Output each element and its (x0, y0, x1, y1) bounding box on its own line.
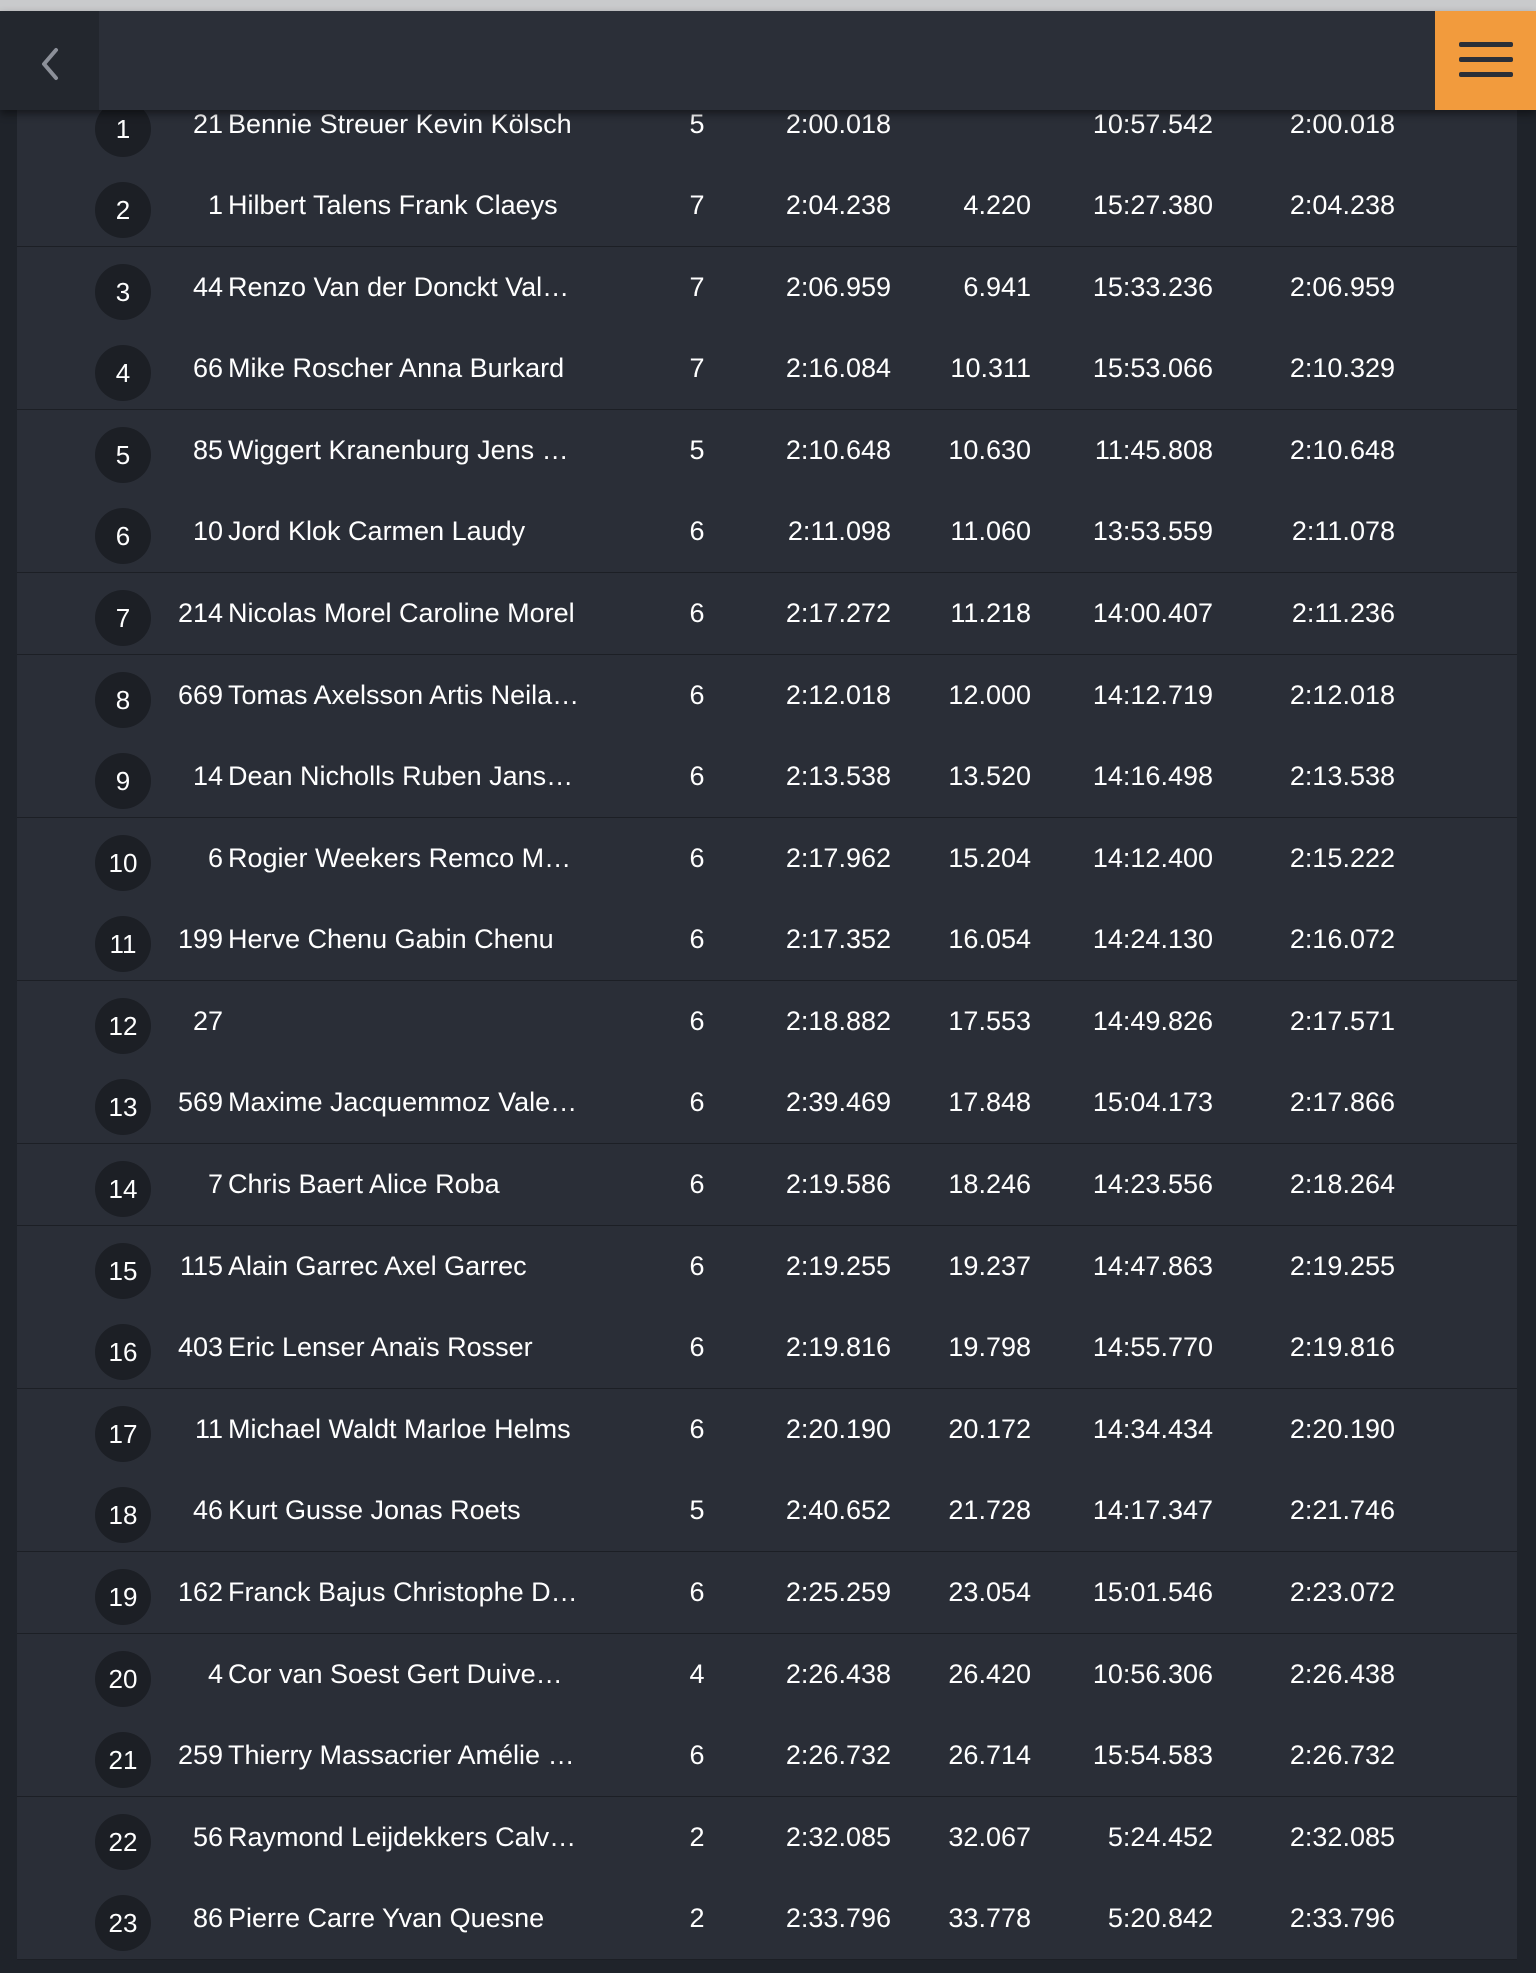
position-badge: 12 (95, 998, 151, 1054)
last-lap-time: 2:33.796 (1289, 1903, 1395, 1933)
gap-time: 6.941 (963, 272, 1031, 302)
table-row[interactable] (17, 736, 1517, 818)
best-lap-time: 2:11.098 (787, 516, 891, 546)
last-lap-time: 2:13.538 (1289, 761, 1395, 791)
driver-names: Michael Waldt Marloe Helms (228, 1414, 571, 1444)
gap-time: 11.218 (950, 598, 1031, 628)
total-time: 10:56.306 (1092, 1659, 1213, 1689)
best-lap-time: 2:33.796 (785, 1903, 891, 1933)
best-lap-time: 2:32.085 (785, 1822, 891, 1852)
results-table (17, 110, 1517, 1973)
gap-time: 26.714 (948, 1740, 1031, 1770)
total-time: 15:01.546 (1092, 1577, 1213, 1607)
table-row[interactable] (17, 573, 1517, 655)
driver-names: Herve Chenu Gabin Chenu (228, 924, 554, 954)
gap-time: 18.246 (948, 1169, 1031, 1199)
gap-time: 16.054 (948, 924, 1031, 954)
gap-time: 33.778 (948, 1903, 1031, 1933)
driver-names: Maxime Jacquemmoz Vale… (228, 1087, 578, 1117)
total-time: 14:49.826 (1092, 1006, 1213, 1036)
best-lap-time: 2:13.538 (785, 761, 891, 791)
position-badge: 7 (95, 590, 151, 646)
gap-time: 19.798 (948, 1332, 1031, 1362)
best-lap-time: 2:10.648 (785, 435, 891, 465)
position-badge: 1 (95, 110, 151, 157)
race-number: 4 (207, 1659, 223, 1689)
last-lap-time: 2:11.078 (1291, 516, 1395, 546)
total-time: 5:20.842 (1107, 1903, 1213, 1933)
laps-count: 4 (689, 1659, 705, 1689)
race-number: 569 (177, 1087, 223, 1117)
best-lap-time: 2:25.259 (785, 1577, 891, 1607)
last-lap-time: 2:10.648 (1289, 435, 1395, 465)
gap-time: 17.553 (948, 1006, 1031, 1036)
laps-count: 6 (689, 843, 705, 873)
laps-count: 6 (689, 1332, 705, 1362)
table-row[interactable] (17, 328, 1517, 410)
gap-time: 12.000 (948, 680, 1031, 710)
browser-top-strip (0, 0, 1536, 11)
last-lap-time: 2:12.018 (1289, 680, 1395, 710)
driver-names: Jord Klok Carmen Laudy (228, 516, 526, 546)
position-badge: 10 (95, 835, 151, 891)
position-badge: 13 (95, 1079, 151, 1135)
race-number: 6 (207, 843, 223, 873)
table-row[interactable] (17, 1878, 1517, 1960)
position-badge: 5 (95, 427, 151, 483)
last-lap-time: 2:26.438 (1289, 1659, 1395, 1689)
race-number: 21 (192, 110, 223, 139)
last-lap-time: 2:10.329 (1289, 353, 1395, 383)
driver-names: Nicolas Morel Caroline Morel (228, 598, 575, 628)
total-time: 13:53.559 (1092, 516, 1213, 546)
total-time: 15:27.380 (1092, 190, 1213, 220)
race-number: 259 (177, 1740, 223, 1770)
total-time: 14:34.434 (1092, 1414, 1213, 1444)
race-number: 115 (179, 1251, 223, 1281)
total-time: 14:16.498 (1092, 761, 1213, 791)
best-lap-time: 2:19.586 (785, 1169, 891, 1199)
laps-count: 6 (689, 924, 705, 954)
best-lap-time: 2:06.959 (785, 272, 891, 302)
race-number: 162 (177, 1577, 223, 1607)
driver-names: Pierre Carre Yvan Quesne (228, 1903, 545, 1933)
table-row[interactable] (17, 1307, 1517, 1389)
race-number: 214 (177, 598, 223, 628)
race-number: 86 (192, 1903, 223, 1933)
race-number: 66 (192, 353, 223, 383)
best-lap-time: 2:19.816 (785, 1332, 891, 1362)
driver-names: Renzo Van der Donckt Val… (228, 272, 570, 302)
race-number: 44 (192, 272, 223, 302)
total-time: 14:47.863 (1092, 1251, 1213, 1281)
driver-names: Wiggert Kranenburg Jens … (228, 435, 569, 465)
table-row[interactable] (17, 1470, 1517, 1552)
hamburger-menu-icon (1458, 38, 1514, 82)
laps-count: 6 (689, 1740, 705, 1770)
table-row[interactable] (17, 1797, 1517, 1879)
total-time: 14:12.719 (1092, 680, 1213, 710)
best-lap-time: 2:19.255 (785, 1251, 891, 1281)
race-number: 669 (177, 680, 223, 710)
laps-count: 5 (689, 1495, 705, 1525)
laps-count: 6 (689, 761, 705, 791)
last-lap-time: 2:00.018 (1289, 110, 1395, 139)
driver-names (228, 981, 613, 1062)
driver-names: Thierry Massacrier Amélie … (228, 1740, 575, 1770)
total-time: 14:24.130 (1092, 924, 1213, 954)
laps-count: 2 (689, 1903, 705, 1933)
race-number: 7 (207, 1169, 223, 1199)
table-row[interactable] (17, 165, 1517, 247)
gap-time: 4.220 (963, 190, 1031, 220)
best-lap-time: 2:18.882 (785, 1006, 891, 1036)
total-time: 15:54.583 (1092, 1740, 1213, 1770)
race-number: 1 (207, 190, 223, 220)
position-badge: 14 (95, 1161, 151, 1217)
race-number: 56 (192, 1822, 223, 1852)
table-row[interactable] (17, 1144, 1517, 1226)
race-number: 27 (192, 1006, 223, 1036)
total-time: 11:45.808 (1094, 435, 1213, 465)
gap-time: 10.311 (950, 353, 1031, 383)
last-lap-time: 2:26.732 (1289, 1740, 1395, 1770)
best-lap-time: 2:17.352 (785, 924, 891, 954)
laps-count: 6 (689, 1251, 705, 1281)
position-badge: 17 (95, 1406, 151, 1462)
table-row[interactable] (17, 818, 1517, 900)
last-lap-time: 2:19.255 (1289, 1251, 1395, 1281)
laps-count: 7 (689, 353, 705, 383)
driver-names: Raymond Leijdekkers Calv… (228, 1822, 577, 1852)
gap-time: 21.728 (948, 1495, 1031, 1525)
position-badge: 20 (95, 1651, 151, 1707)
best-lap-time: 2:17.272 (785, 598, 891, 628)
total-time: 10:57.542 (1092, 110, 1213, 139)
table-row[interactable] (17, 1389, 1517, 1471)
laps-count: 7 (689, 272, 705, 302)
table-row[interactable] (17, 981, 1517, 1063)
last-lap-time: 2:17.866 (1289, 1087, 1395, 1117)
table-row[interactable] (17, 655, 1517, 737)
driver-names: Dean Nicholls Ruben Jans… (228, 761, 574, 791)
position-badge: 22 (95, 1814, 151, 1870)
laps-count: 6 (689, 1087, 705, 1117)
driver-names: Tomas Axelsson Artis Neila… (228, 680, 580, 710)
table-row[interactable] (17, 1715, 1517, 1797)
position-badge: 8 (95, 672, 151, 728)
position-badge: 18 (95, 1487, 151, 1543)
best-lap-time: 2:16.084 (785, 353, 891, 383)
laps-count: 6 (689, 598, 705, 628)
total-time: 14:17.347 (1092, 1495, 1213, 1525)
laps-count: 6 (689, 1414, 705, 1444)
last-lap-time: 2:06.959 (1289, 272, 1395, 302)
race-number: 85 (192, 435, 223, 465)
best-lap-time: 2:20.190 (785, 1414, 891, 1444)
last-lap-time: 2:23.072 (1289, 1577, 1395, 1607)
position-badge: 3 (95, 264, 151, 320)
race-number: 10 (192, 516, 223, 546)
table-row[interactable] (17, 247, 1517, 329)
best-lap-time: 2:04.238 (785, 190, 891, 220)
total-time: 14:55.770 (1092, 1332, 1213, 1362)
best-lap-time: 2:40.652 (785, 1495, 891, 1525)
driver-names: Kurt Gusse Jonas Roets (228, 1495, 521, 1525)
last-lap-time: 2:32.085 (1289, 1822, 1395, 1852)
table-row[interactable] (17, 899, 1517, 981)
position-badge: 16 (95, 1324, 151, 1380)
position-badge: 2 (95, 182, 151, 238)
last-lap-time: 2:16.072 (1289, 924, 1395, 954)
laps-count: 6 (689, 680, 705, 710)
gap-time: 20.172 (948, 1414, 1031, 1444)
best-lap-time: 2:00.018 (785, 110, 891, 139)
last-lap-time: 2:15.222 (1289, 843, 1395, 873)
best-lap-time: 2:12.018 (785, 680, 891, 710)
table-row[interactable] (17, 110, 1517, 166)
gap-time: 23.054 (948, 1577, 1031, 1607)
laps-count: 6 (689, 1577, 705, 1607)
total-time: 14:23.556 (1092, 1169, 1213, 1199)
driver-names: Rogier Weekers Remco M… (228, 843, 572, 873)
menu-button[interactable] (1435, 11, 1536, 110)
laps-count: 5 (689, 110, 705, 139)
gap-time: 11.060 (950, 516, 1031, 546)
total-time: 15:04.173 (1092, 1087, 1213, 1117)
position-badge: 23 (95, 1895, 151, 1951)
driver-names: Bennie Streuer Kevin Kölsch (228, 110, 572, 139)
gap-time: 17.848 (948, 1087, 1031, 1117)
position-badge: 11 (95, 916, 151, 972)
race-number: 11 (194, 1414, 223, 1444)
best-lap-time: 2:39.469 (785, 1087, 891, 1117)
last-lap-time: 2:17.571 (1289, 1006, 1395, 1036)
driver-names: Franck Bajus Christophe D… (228, 1577, 578, 1607)
race-number: 14 (192, 761, 223, 791)
total-time: 5:24.452 (1107, 1822, 1213, 1852)
driver-names: Hilbert Talens Frank Claeys (228, 190, 558, 220)
driver-names: Alain Garrec Axel Garrec (228, 1251, 527, 1281)
last-lap-time: 2:19.816 (1289, 1332, 1395, 1362)
gap-time: 32.067 (948, 1822, 1031, 1852)
position-badge: 9 (95, 753, 151, 809)
position-badge: 4 (95, 345, 151, 401)
gap-time: 13.520 (948, 761, 1031, 791)
position-badge: 21 (95, 1732, 151, 1788)
laps-count: 2 (689, 1822, 705, 1852)
best-lap-time: 2:26.732 (785, 1740, 891, 1770)
total-time: 15:53.066 (1092, 353, 1213, 383)
gap-time: 19.237 (948, 1251, 1031, 1281)
race-number: 199 (177, 924, 223, 954)
gap-time (897, 110, 1031, 165)
driver-names: Mike Roscher Anna Burkard (228, 353, 565, 383)
best-lap-time: 2:26.438 (785, 1659, 891, 1689)
driver-names: Chris Baert Alice Roba (228, 1169, 500, 1199)
total-time: 15:33.236 (1092, 272, 1213, 302)
race-number: 403 (177, 1332, 223, 1362)
last-lap-time: 2:21.746 (1289, 1495, 1395, 1525)
position-badge: 6 (95, 508, 151, 564)
table-row[interactable] (17, 491, 1517, 573)
last-lap-time: 2:18.264 (1289, 1169, 1395, 1199)
laps-count: 6 (689, 516, 705, 546)
last-lap-time: 2:11.236 (1291, 598, 1395, 628)
driver-names: Cor van Soest Gert Duive… (228, 1659, 563, 1689)
best-lap-time: 2:17.962 (785, 843, 891, 873)
gap-time: 26.420 (948, 1659, 1031, 1689)
driver-names: Eric Lenser Anaïs Rosser (228, 1332, 533, 1362)
total-time: 14:00.407 (1092, 598, 1213, 628)
table-row[interactable] (17, 1062, 1517, 1144)
race-number: 46 (192, 1495, 223, 1525)
laps-count: 7 (689, 190, 705, 220)
table-row[interactable] (17, 1634, 1517, 1716)
app-header (0, 11, 1536, 110)
back-button[interactable] (0, 11, 99, 110)
table-row[interactable] (17, 1552, 1517, 1634)
laps-count: 6 (689, 1006, 705, 1036)
last-lap-time: 2:20.190 (1289, 1414, 1395, 1444)
laps-count: 5 (689, 435, 705, 465)
total-time: 14:12.400 (1092, 843, 1213, 873)
gap-time: 15.204 (948, 843, 1031, 873)
table-row[interactable] (17, 410, 1517, 492)
last-lap-time: 2:04.238 (1289, 190, 1395, 220)
gap-time: 10.630 (948, 435, 1031, 465)
position-badge: 19 (95, 1569, 151, 1625)
laps-count: 6 (689, 1169, 705, 1199)
table-row[interactable] (17, 1226, 1517, 1308)
chevron-left-icon (36, 44, 64, 84)
position-badge: 15 (95, 1243, 151, 1299)
